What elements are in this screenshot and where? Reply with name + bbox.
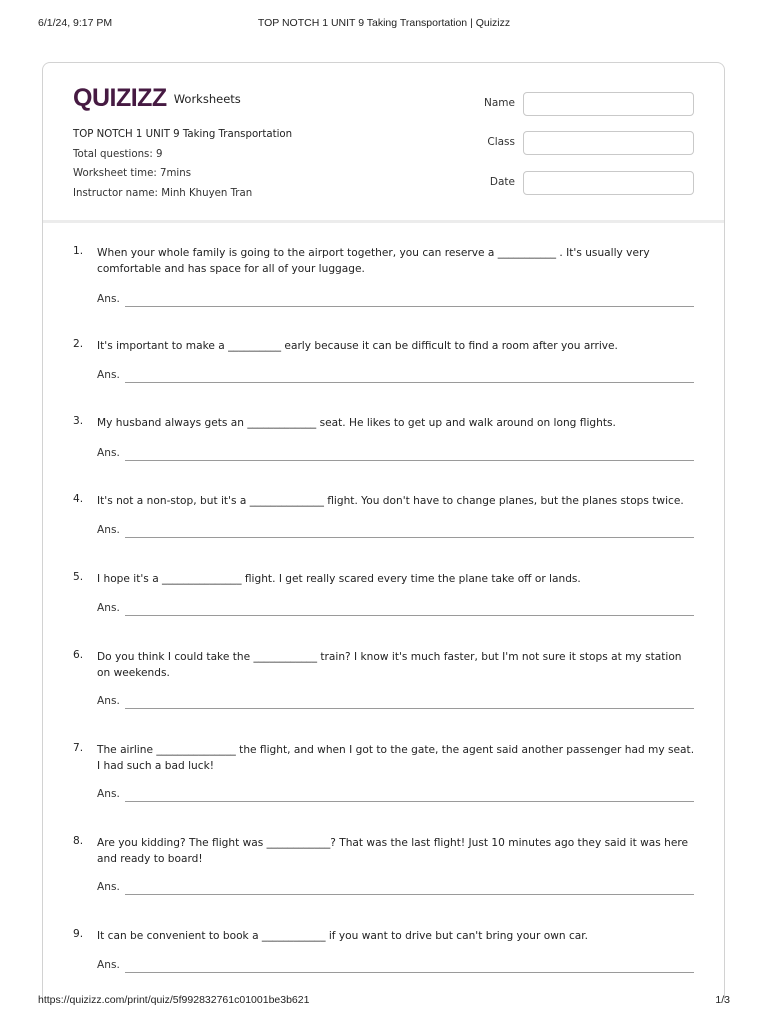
worksheet-header — [43, 63, 724, 223]
answer-line[interactable] — [125, 894, 694, 895]
question-number: 7. — [73, 742, 84, 754]
question-text: Are you kidding? The flight was ____________? That was the last flight! Just 10 minutes ago they said it was here and ready to board! — [97, 837, 689, 865]
question-text: My husband always gets an _____________ seat. He likes to get up and walk around on long flights. — [97, 417, 616, 429]
answer-label: Ans. — [97, 881, 120, 893]
print-url: https://quizizz.com/print/quiz/5f992832761c01001be3b621 — [38, 994, 310, 1006]
name-field — [463, 92, 695, 116]
answer-line[interactable] — [125, 972, 694, 973]
date-field — [463, 171, 695, 195]
answer-label: Ans. — [97, 602, 120, 614]
total-questions: Total questions: 9 — [73, 148, 163, 160]
question-number: 1. — [73, 245, 84, 257]
quizizz-logo — [73, 84, 241, 112]
instructor-name: Instructor name: Minh Khuyen Tran — [73, 187, 253, 199]
class-field — [463, 131, 695, 155]
answer-line[interactable] — [125, 537, 694, 538]
question-number: 3. — [73, 415, 84, 427]
print-header — [38, 17, 730, 31]
answer-label: Ans. — [97, 369, 120, 381]
answer-line[interactable] — [125, 801, 694, 802]
question-number: 4. — [73, 493, 84, 505]
answer-line[interactable] — [125, 460, 694, 461]
worksheet-meta — [73, 125, 292, 203]
print-datetime: 6/1/24, 9:17 PM — [38, 17, 113, 29]
answer-label: Ans. — [97, 959, 120, 971]
question-text: I hope it's a _______________ flight. I get really scared every time the plane take off or lands. — [97, 573, 581, 585]
answer-line[interactable] — [125, 708, 694, 709]
question-number: 2. — [73, 338, 84, 350]
question-text: It can be convenient to book a ____________ if you want to drive but can't bring your own car. — [97, 930, 589, 942]
worksheet-title: TOP NOTCH 1 UNIT 9 Taking Transportation — [73, 129, 293, 140]
answer-label: Ans. — [97, 524, 120, 536]
name-label: Name — [484, 97, 515, 109]
class-input[interactable] — [523, 131, 694, 155]
question-number: 9. — [73, 928, 84, 940]
page-number: 1/3 — [715, 994, 730, 1006]
class-label: Class — [487, 136, 515, 148]
question-text: When your whole family is going to the airport together, you can reserve a ___________ . It's usually very comfortable and has space for all of your luggage. — [97, 247, 650, 275]
answer-label: Ans. — [97, 788, 120, 800]
question-number: 8. — [73, 835, 84, 847]
answer-label: Ans. — [97, 447, 120, 459]
date-input[interactable] — [523, 171, 694, 195]
print-title: TOP NOTCH 1 UNIT 9 Taking Transportation | Quizizz — [257, 17, 511, 29]
answer-line[interactable] — [125, 306, 694, 307]
logo-wordmark: QUIZIZZ — [73, 83, 167, 112]
worksheet-time: Worksheet time: 7mins — [73, 168, 192, 179]
print-footer — [38, 994, 730, 1008]
answer-line[interactable] — [125, 615, 694, 616]
date-label: Date — [489, 176, 515, 188]
answer-label: Ans. — [97, 293, 120, 305]
worksheet-sheet — [42, 62, 725, 1002]
question-text: The airline _______________ the flight, and when I got to the gate, the agent said another passenger had my seat. I had such a bad luck! — [97, 744, 695, 772]
question-number: 5. — [73, 571, 84, 583]
question-text: It's important to make a __________ early because it can be difficult to find a room after you arrive. — [97, 340, 618, 352]
name-input[interactable] — [523, 92, 694, 116]
question-text: Do you think I could take the ____________ train? I know it's much faster, but I'm not sure it stops at my station on weekends. — [97, 651, 682, 679]
question-number: 6. — [73, 649, 84, 661]
question-text: It's not a non-stop, but it's a ______________ flight. You don't have to change planes, but the planes stops twice. — [97, 495, 684, 507]
logo-subtitle: Worksheets — [173, 92, 241, 106]
answer-line[interactable] — [125, 382, 694, 383]
answer-label: Ans. — [97, 695, 120, 707]
